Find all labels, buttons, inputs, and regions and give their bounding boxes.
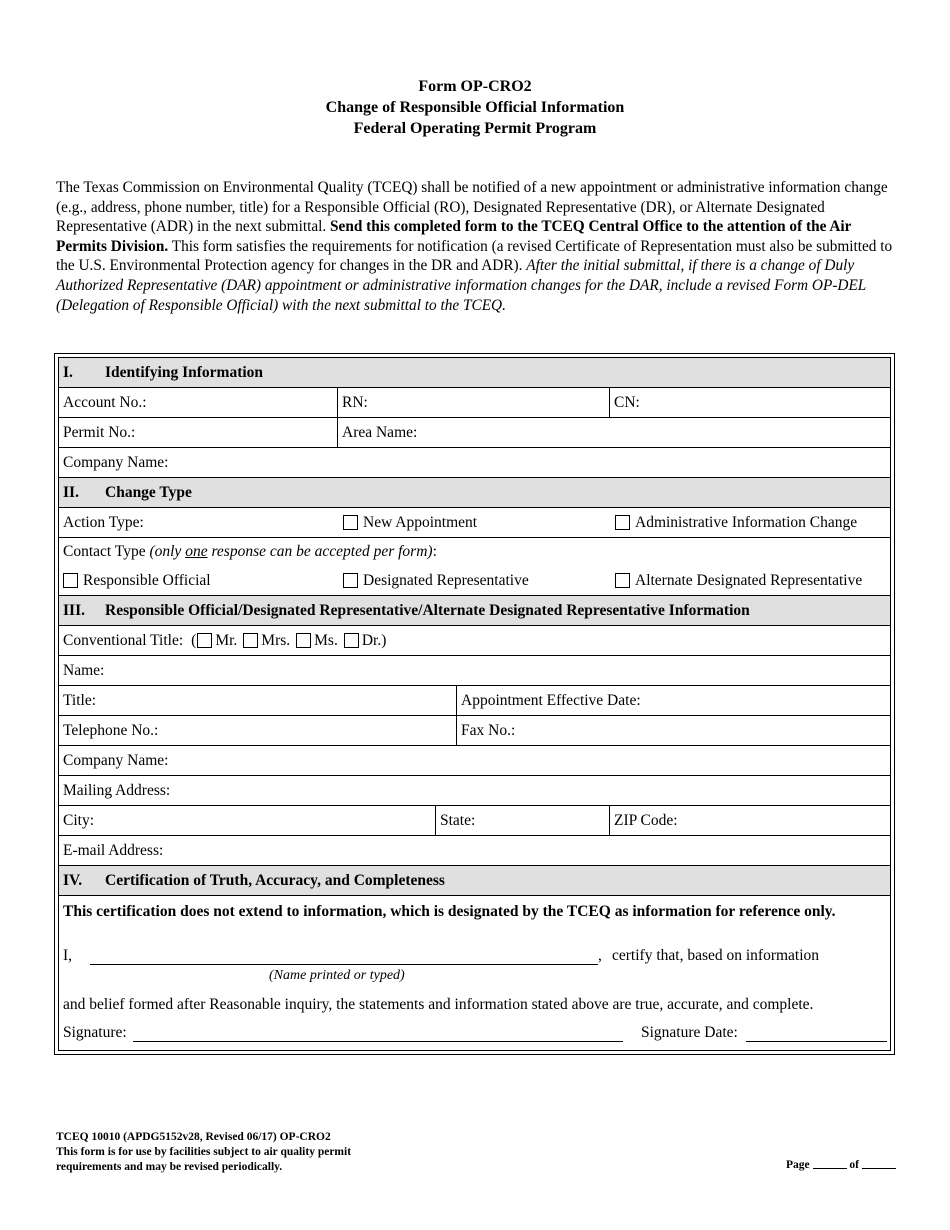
section-3-number: III. bbox=[63, 601, 85, 619]
rn-label: RN: bbox=[342, 393, 368, 411]
section-1-header bbox=[59, 358, 890, 388]
row-title bbox=[59, 686, 890, 716]
alternate-rep-option[interactable] bbox=[611, 566, 890, 595]
alternate-rep-checkbox[interactable] bbox=[615, 573, 630, 588]
state-label: State: bbox=[440, 811, 476, 829]
responsible-official-label: Responsible Official bbox=[83, 571, 211, 589]
form-header bbox=[0, 76, 950, 139]
conventional-title-label: Conventional Title: bbox=[63, 631, 184, 649]
row-city bbox=[59, 806, 890, 836]
effective-date-field[interactable] bbox=[456, 686, 890, 715]
section-2-title: Change Type bbox=[105, 483, 192, 501]
row-company-name bbox=[59, 746, 890, 776]
footer-usage-1: This form is for use by facilities subject to air quality permit bbox=[56, 1146, 352, 1158]
cert-i-label: I, bbox=[63, 947, 73, 964]
footer-usage-2: requirements and may be revised periodically. bbox=[56, 1161, 283, 1173]
section-1-number: I. bbox=[63, 363, 73, 381]
contact-colon: : bbox=[432, 543, 437, 560]
rep-company-name-label: Company Name: bbox=[63, 751, 169, 769]
company-name-field[interactable] bbox=[59, 448, 890, 477]
section-4-header bbox=[59, 866, 890, 896]
section-4-number: IV. bbox=[63, 871, 83, 889]
certification-block bbox=[59, 896, 890, 1050]
action-type-label: Action Type: bbox=[63, 513, 144, 531]
new-appointment-label: New Appointment bbox=[363, 513, 478, 531]
effective-date-label: Appointment Effective Date: bbox=[461, 691, 641, 709]
section-4-title: Certification of Truth, Accuracy, and Completeness bbox=[105, 871, 445, 889]
area-name-label: Area Name: bbox=[342, 423, 418, 441]
contact-type-note bbox=[149, 543, 432, 560]
contact-note-a: (only bbox=[149, 543, 186, 560]
mrs-checkbox[interactable] bbox=[243, 633, 258, 648]
row-contact-type-label bbox=[59, 538, 890, 566]
signature-date-label: Signature Date: bbox=[641, 1024, 738, 1041]
row-mailing bbox=[59, 776, 890, 806]
company-name-label: Company Name: bbox=[63, 453, 169, 471]
designated-rep-option[interactable] bbox=[339, 566, 611, 595]
contact-note-b: response can be accepted per form) bbox=[207, 543, 433, 560]
section-1-title: Identifying Information bbox=[105, 363, 264, 381]
name-label: Name: bbox=[63, 661, 105, 679]
section-3-title: Responsible Official/Designated Representative/Alternate Designated Representative Information bbox=[105, 601, 750, 619]
rn-field[interactable] bbox=[337, 388, 609, 417]
signature-date-line[interactable] bbox=[746, 1041, 887, 1042]
alternate-rep-label: Alternate Designated Representative bbox=[635, 571, 863, 589]
mailing-address-field[interactable] bbox=[59, 776, 890, 805]
email-field[interactable] bbox=[59, 836, 890, 865]
row-company bbox=[59, 448, 890, 478]
contact-type-label bbox=[63, 543, 437, 561]
cn-label: CN: bbox=[614, 393, 640, 411]
certify-text: certify that, based on information bbox=[612, 947, 820, 964]
section-3-header bbox=[59, 596, 890, 626]
state-field[interactable] bbox=[435, 806, 609, 835]
account-number-field[interactable] bbox=[59, 388, 337, 417]
belief-statement: and belief formed after Reasonable inquiry, the statements and information stated above are true, accurate, and complete. bbox=[63, 996, 814, 1013]
intro-bold-text: Send this completed form to the TCEQ Central Office to the attention of the Air Permits Division. bbox=[56, 218, 852, 255]
form-program: Federal Operating Permit Program bbox=[353, 120, 597, 137]
mr-label: Mr. bbox=[215, 631, 238, 649]
mr-checkbox[interactable] bbox=[197, 633, 212, 648]
section-2-header bbox=[59, 478, 890, 508]
row-permit bbox=[59, 418, 890, 448]
zip-label: ZIP Code: bbox=[614, 811, 678, 829]
name-printed-line[interactable] bbox=[90, 964, 598, 965]
page-number bbox=[786, 1159, 896, 1171]
city-field[interactable] bbox=[59, 806, 435, 835]
footer-info bbox=[56, 1130, 351, 1175]
intro-italic-text: After the initial submittal, if there is a change of Duly Authorized Representative (DAR) appointment or administrative information changes for the DAR, include a revised Form OP-DEL (Delegation of Responsible Official) with the next submittal to the TCEQ. bbox=[56, 257, 867, 314]
contact-note-one: one bbox=[185, 543, 208, 560]
of-label: of bbox=[849, 1159, 859, 1171]
title-paren: ( bbox=[191, 631, 197, 649]
zip-field[interactable] bbox=[609, 806, 890, 835]
signature-line[interactable] bbox=[133, 1041, 623, 1042]
permit-number-field[interactable] bbox=[59, 418, 337, 447]
certification-notice: This certification does not extend to information, which is designated by the TCEQ as information for reference only. bbox=[63, 903, 836, 920]
city-label: City: bbox=[63, 811, 95, 829]
fax-field[interactable] bbox=[456, 716, 890, 745]
form-number: Form OP-CRO2 bbox=[418, 78, 532, 95]
signature-label: Signature: bbox=[63, 1024, 127, 1041]
new-appointment-checkbox[interactable] bbox=[343, 515, 358, 530]
footer-form-id: TCEQ 10010 (APDG5152v28, Revised 06/17) OP-CRO2 bbox=[56, 1131, 331, 1143]
cert-comma: , bbox=[598, 947, 602, 964]
row-telephone bbox=[59, 716, 890, 746]
page-label: Page bbox=[786, 1159, 810, 1171]
row-account bbox=[59, 388, 890, 418]
admin-change-option[interactable] bbox=[611, 508, 890, 537]
title-label: Title: bbox=[63, 691, 97, 709]
form-table bbox=[54, 353, 895, 1055]
conventional-title-field bbox=[59, 626, 890, 655]
row-email bbox=[59, 836, 890, 866]
responsible-official-option[interactable] bbox=[59, 566, 339, 595]
intro-paragraph bbox=[56, 178, 896, 315]
ms-checkbox[interactable] bbox=[296, 633, 311, 648]
intro-text-2: This form satisfies the requirements for notification (a revised Certificate of Representation must also be submitted to the U.S. Environmental Protection agency for changes in the DR and ADR). bbox=[56, 237, 893, 275]
new-appointment-option[interactable] bbox=[339, 508, 611, 537]
admin-change-label: Administrative Information Change bbox=[635, 513, 858, 531]
responsible-official-checkbox[interactable] bbox=[63, 573, 78, 588]
form-title: Change of Responsible Official Information bbox=[325, 99, 625, 116]
row-action-type bbox=[59, 508, 890, 538]
account-number-label: Account No.: bbox=[63, 393, 147, 411]
permit-number-label: Permit No.: bbox=[63, 423, 136, 441]
email-label: E-mail Address: bbox=[63, 841, 164, 859]
dr-checkbox[interactable] bbox=[344, 633, 359, 648]
page-number-blank[interactable] bbox=[813, 1168, 847, 1169]
area-name-field[interactable] bbox=[337, 418, 890, 447]
mailing-address-label: Mailing Address: bbox=[63, 781, 171, 799]
name-printed-hint: (Name printed or typed) bbox=[269, 968, 405, 983]
row-conventional-title bbox=[59, 626, 890, 656]
telephone-label: Telephone No.: bbox=[63, 721, 159, 739]
telephone-field[interactable] bbox=[59, 716, 456, 745]
section-2-number: II. bbox=[63, 483, 79, 501]
title-field[interactable] bbox=[59, 686, 456, 715]
admin-change-checkbox[interactable] bbox=[615, 515, 630, 530]
cn-field[interactable] bbox=[609, 388, 890, 417]
name-field[interactable] bbox=[59, 656, 890, 685]
page-total-blank[interactable] bbox=[862, 1168, 896, 1169]
designated-rep-label: Designated Representative bbox=[363, 571, 529, 589]
fax-label: Fax No.: bbox=[461, 721, 516, 739]
mrs-label: Mrs. bbox=[261, 631, 291, 649]
ms-label: Ms. bbox=[314, 631, 338, 649]
row-name bbox=[59, 656, 890, 686]
designated-rep-checkbox[interactable] bbox=[343, 573, 358, 588]
contact-type-text: Contact Type bbox=[63, 543, 150, 560]
dr-label: Dr.) bbox=[361, 631, 387, 649]
rep-company-name-field[interactable] bbox=[59, 746, 890, 775]
intro-text-1: The Texas Commission on Environmental Quality (TCEQ) shall be notified of a new appointment or administrative information change (e.g., address, phone number, title) for a Responsible Official (RO), Designated Representative (DR), or Alternate Designated Representative (ADR) in the next submittal. bbox=[56, 179, 888, 236]
row-contact-type-options bbox=[59, 566, 890, 596]
